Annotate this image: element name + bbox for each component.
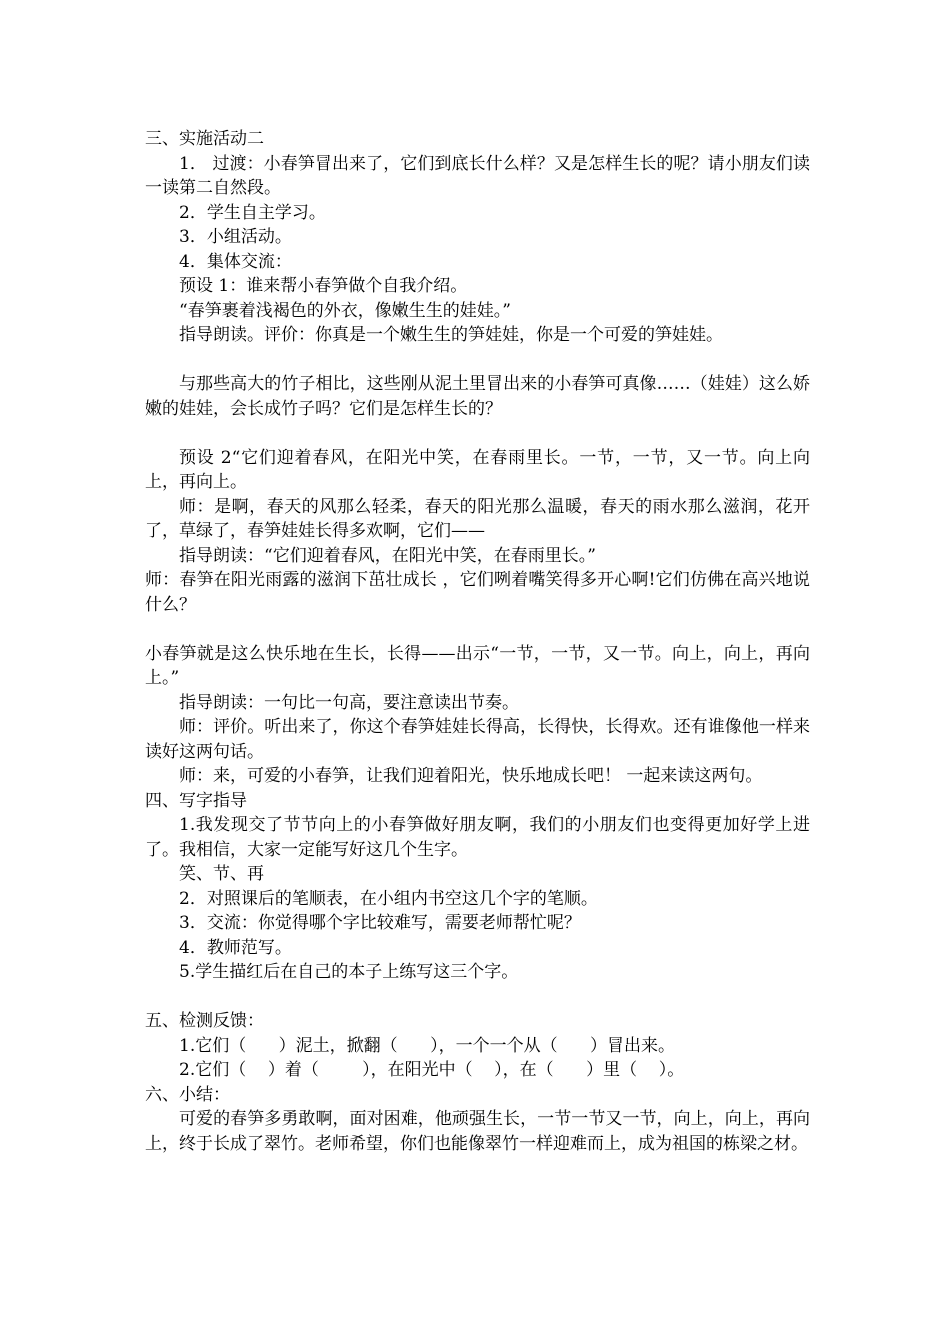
paragraph: 六、小结： — [145, 1084, 230, 1105]
paragraph: 1.它们（ ）泥土，掀翻（ ），一个一个从（ ）冒出来。 — [179, 1035, 675, 1056]
paragraph: 指导朗读：一句比一句高，要注意读出节奏。 — [179, 692, 519, 713]
paragraph: 指导朗读：“它们迎着春风，在阳光中笑，在春雨里长。” — [179, 545, 596, 566]
paragraph: 预设 1：谁来帮小春笋做个自我介绍。 — [179, 276, 468, 296]
paragraph: 小春笋就是这么快乐地在生长，长得——出示“一节，一节，又一节。向上，向上，再向上。” — [145, 643, 810, 688]
paragraph: 1． 过渡：小春笋冒出来了，它们到底长什么样？又是怎样生长的呢？请小朋友们读一读第二自然段。 — [145, 153, 810, 198]
blank-line — [145, 348, 810, 373]
paragraph: 5.学生描红后在自己的本子上练写这三个字。 — [179, 962, 519, 982]
blank-line — [145, 617, 810, 642]
paragraph: 师：春笋在阳光雨露的滋润下茁壮成长 ，它们咧着嘴笑得多开心啊!它们仿佛在高兴地说什么？ — [145, 570, 810, 615]
paragraph: 4．教师范写。 — [179, 937, 292, 958]
paragraph: 师：评价。听出来了，你这个春笋娃娃长得高，长得快，长得欢。还有谁像他一样来读好这两句话。 — [145, 717, 810, 762]
paragraph: 1.我发现交了节节向上的小春笋做好朋友啊，我们的小朋友们也变得更加好学上进了。我相信，大家一定能写好这几个生字。 — [145, 815, 810, 860]
paragraph: 师：是啊，春天的风那么轻柔，春天的阳光那么温暖，春天的雨水那么滋润，花开了，草绿了，春笋娃娃长得多欢啊，它们—— — [145, 496, 810, 541]
document-body — [145, 127, 810, 1156]
paragraph: “春笋裹着浅褐色的外衣，像嫩生生的娃娃。” — [179, 300, 511, 321]
paragraph: 3．小组活动。 — [179, 227, 292, 247]
paragraph: 师：来，可爱的小春笋，让我们迎着阳光，快乐地成长吧！ 一起来读这两句。 — [179, 766, 763, 786]
paragraph: 2．学生自主学习。 — [179, 202, 326, 223]
paragraph: 五、检测反馈： — [145, 1011, 264, 1031]
paragraph: 三、实施活动二 — [145, 129, 264, 149]
paragraph: 3．交流：你觉得哪个字比较难写，需要老师帮忙呢？ — [179, 913, 581, 933]
paragraph: 指导朗读。评价：你真是一个嫩生生的笋娃娃，你是一个可爱的笋娃娃。 — [179, 325, 723, 345]
paragraph: 四、写字指导 — [145, 790, 247, 811]
paragraph: 预设 2“它们迎着春风，在阳光中笑，在春雨里长。一节，一节，又一节。向上向上，再向上。 — [145, 447, 810, 492]
paragraph: 4．集体交流： — [179, 251, 292, 272]
blank-line — [145, 421, 810, 446]
blank-line — [145, 985, 810, 1010]
paragraph: 可爱的春笋多勇敢啊，面对困难，他顽强生长，一节一节又一节，向上，向上，再向上，终于长成了翠竹。老师希望，你们也能像翠竹一样迎难而上，成为祖国的栋梁之材。 — [145, 1109, 810, 1154]
paragraph: 2.它们（ ）着（ ），在阳光中（ ），在（ ）里（ ）。 — [179, 1060, 685, 1080]
paragraph: 与那些高大的竹子相比，这些刚从泥土里冒出来的小春笋可真像……（娃娃）这么娇嫩的娃娃，会长成竹子吗？它们是怎样生长的？ — [145, 374, 810, 419]
paragraph: 笑、节、再 — [179, 864, 264, 884]
paragraph: 2．对照课后的笔顺表，在小组内书空这几个字的笔顺。 — [179, 888, 598, 909]
